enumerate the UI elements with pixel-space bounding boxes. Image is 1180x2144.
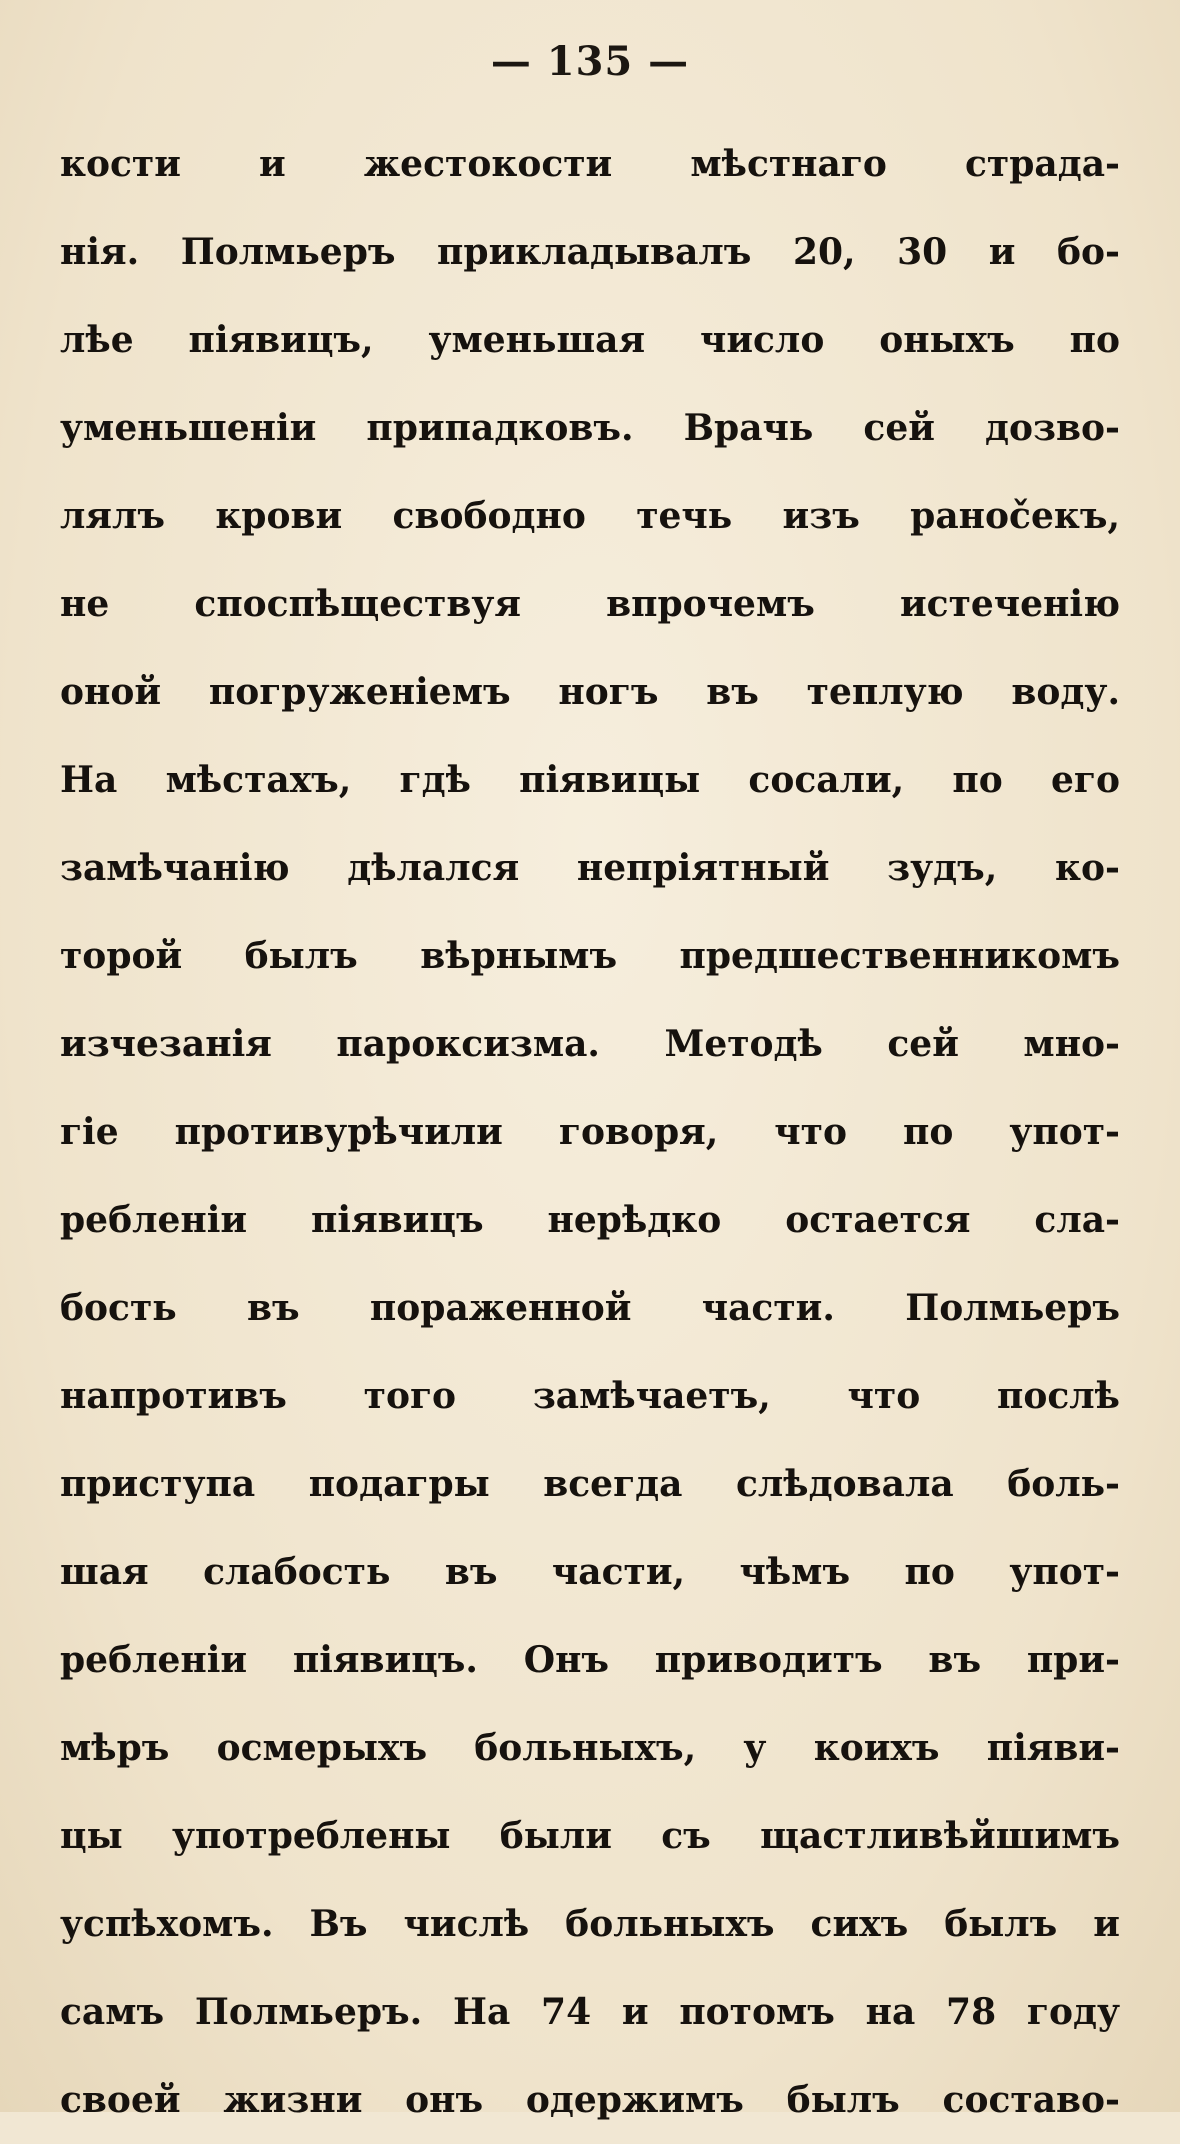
page-number: — 135 —	[490, 38, 690, 85]
text-line: цы употреблены были съ щастливѣйшимъ	[60, 1815, 1120, 1857]
text-line: шая слабость въ части, чѣмъ по упот-	[60, 1551, 1120, 1593]
text-line: замѣчанію дѣлался непріятный зудъ, ко-	[60, 847, 1120, 889]
text-line: лѣе піявицъ, уменьшая число оныхъ по	[60, 319, 1120, 361]
text-line: успѣхомъ. Въ числѣ больныхъ сихъ былъ и	[60, 1903, 1120, 1945]
text-line: бость въ пораженной части. Полмьеръ	[60, 1287, 1120, 1329]
text-line: напротивъ того замѣчаетъ, что послѣ	[60, 1375, 1120, 1417]
text-line: торой былъ вѣрнымъ предшественникомъ	[60, 935, 1120, 977]
text-line: нія. Полмьеръ прикладывалъ 20, 30 и бо-	[60, 231, 1120, 273]
text-line: уменьшеніи припадковъ. Врачь сей дозво-	[60, 407, 1120, 449]
text-line: изчезанія пароксизма. Методѣ сей мно-	[60, 1023, 1120, 1065]
text-line: самъ Полмьеръ. На 74 и потомъ на 78 году	[60, 1991, 1120, 2033]
text-line: гіе противурѣчили говоря, что по упот-	[60, 1111, 1120, 1153]
text-line: своей жизни онъ одержимъ былъ составо-	[60, 2079, 1120, 2121]
text-line: мѣръ осмерыхъ больныхъ, у коихъ піяви-	[60, 1727, 1120, 1769]
text-line: ребленіи піявицъ нерѣдко остается сла-	[60, 1199, 1120, 1241]
text-line: ребленіи піявицъ. Онъ приводитъ въ при-	[60, 1639, 1120, 1681]
text-body	[60, 120, 1120, 2144]
text-line: оной погруженіемъ ногъ въ теплую воду.	[60, 671, 1120, 713]
text-line: не споспѣществуя впрочемъ истеченію	[60, 583, 1120, 625]
text-line: На мѣстахъ, гдѣ піявицы сосали, по его	[60, 759, 1120, 801]
text-line: кости и жестокости мѣстнаго страда-	[60, 143, 1120, 185]
text-line: приступа подагры всегда слѣдовала боль-	[60, 1463, 1120, 1505]
text-line: лялъ крови свободно течь изъ ранočекъ,	[60, 495, 1120, 537]
